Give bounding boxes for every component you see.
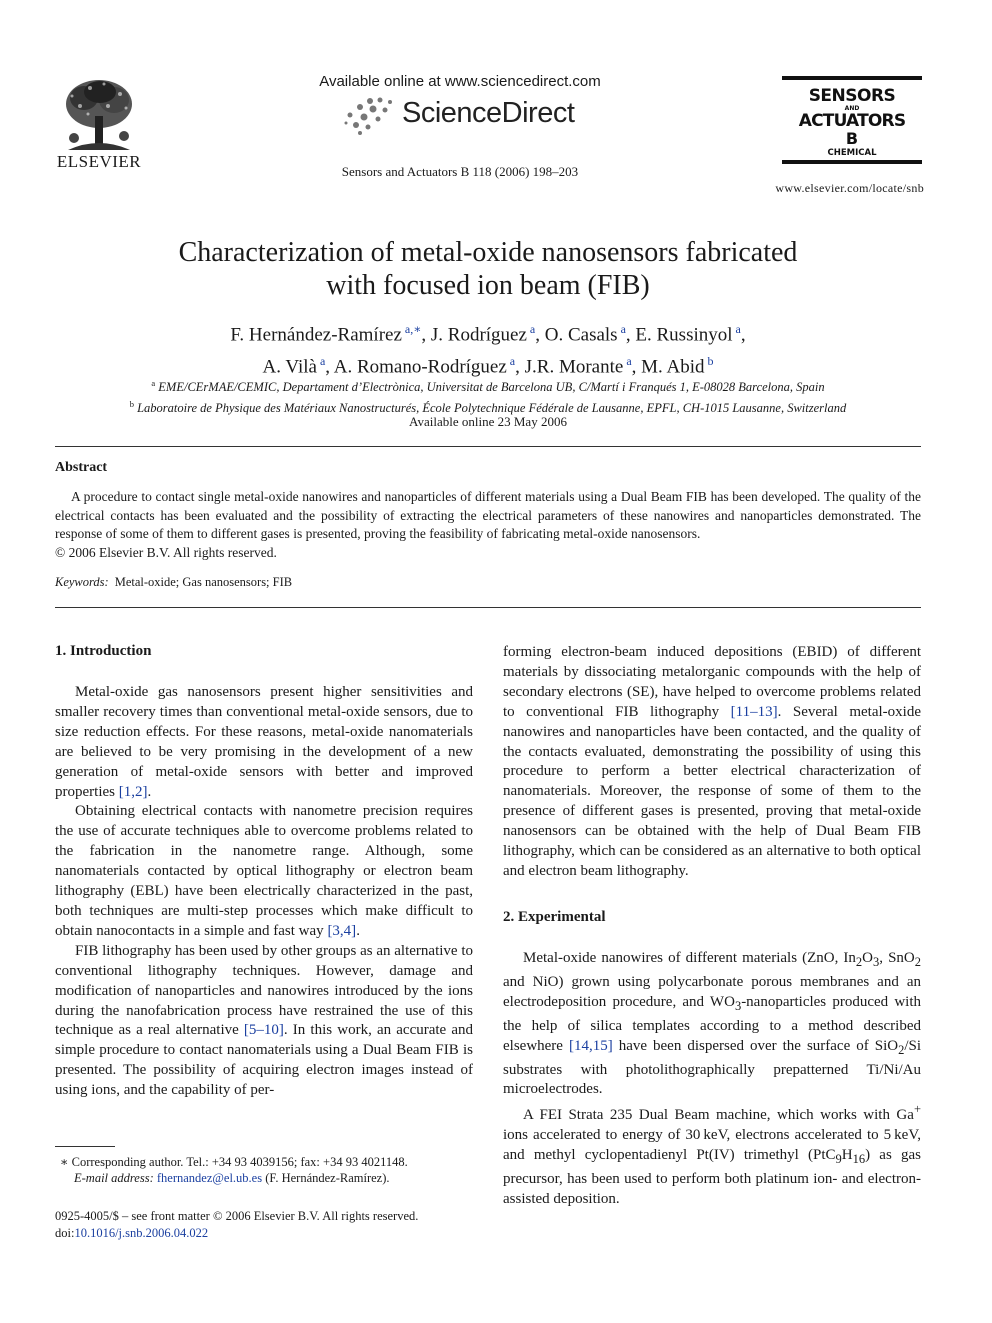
- author-separator: ,: [421, 324, 431, 346]
- affiliation-a: [60, 375, 916, 396]
- citation-link[interactable]: [1,2]: [118, 783, 148, 800]
- author-separator: ,: [535, 324, 545, 346]
- divider-top: [55, 446, 921, 447]
- affiliation-b-mark: b: [129, 399, 134, 410]
- journal-url[interactable]: www.elsevier.com/locate/snb: [775, 181, 924, 195]
- footnote-mark: ∗: [60, 1155, 69, 1169]
- subscript: 3: [734, 998, 742, 1013]
- elsevier-tree-icon: [60, 76, 138, 154]
- paragraph-text: FIB lithography has been used by other groups as an alternative to conventional lithography techniques. However, damage and modification of nanoparticles and nanowires introduced by the ions during the nanofabrication process have restrained the use of this technique as a real alternative: [55, 942, 473, 1039]
- author-name: A. Vilà: [262, 356, 317, 378]
- paragraph: Obtaining electrical contacts with nanometre precision requires the use of accurate techniques able to overcome problems related to the fabrication in the nanometre range. Although, some nanomaterials contacted by optical lithography or electron beam lithography (EBL) have been electrically characterized in the past, both techniques are multi-step processes which make difficult to obtain nanocontacts in a simple and fast way [3,4].: [55, 803, 473, 939]
- paragraph-text: . Several metal-oxide nanowires and nanoparticles have been contacted, and the quality of the contacts evaluated, demonstrating the possibility of using this procedure to perform a better electrical characterization of nanomaterials. Moreover, the response of some of them to the presence of different gases is presented, proving that metal-oxide nanosensors can be obtained with the help of Dual Beam FIB lithography, which can be considered as an alternative to both optical and electron beam lithography.: [503, 703, 921, 879]
- author-name: E. Russinyol: [635, 324, 733, 346]
- text-run: H: [841, 1147, 853, 1164]
- author-separator: ,: [631, 356, 642, 378]
- text-run: , SnO: [879, 950, 915, 966]
- footnote-rule: [55, 1146, 115, 1147]
- author-affil-mark[interactable]: a: [529, 322, 536, 336]
- footnote-line2: [60, 1170, 480, 1186]
- title-line1: Characterization of metal-oxide nanosensors fabricated: [178, 237, 798, 268]
- author-name: F. Hernández-Ramírez: [230, 324, 402, 346]
- keywords-label: Keywords:: [55, 575, 109, 589]
- text-run: and NiO) grown using polycarbonate porous membranes and an electrodeposition procedure, and WO: [503, 973, 921, 1010]
- sciencedirect-dots-icon: [340, 95, 400, 137]
- author-affil-mark[interactable]: a: [735, 322, 741, 336]
- experimental-text: [503, 949, 921, 1210]
- footnote-text: Corresponding author. Tel.: +34 93 4039156; fax: +34 93 4021148.: [68, 1155, 408, 1169]
- text-run: O: [862, 950, 873, 966]
- author-name: J.R. Morante: [524, 356, 624, 378]
- journal-reference: Sensors and Actuators B 118 (2006) 198–203: [341, 164, 579, 179]
- author-separator: ,: [625, 324, 636, 346]
- subscript: 3: [873, 955, 880, 969]
- subscript: 2: [855, 955, 863, 969]
- author-affil-mark[interactable]: a: [626, 354, 632, 369]
- author-affil-mark[interactable]: a: [509, 354, 516, 369]
- keywords: [55, 575, 292, 590]
- author-affil-mark[interactable]: a,∗: [404, 322, 422, 336]
- citation-link[interactable]: [11–13]: [730, 703, 778, 720]
- journal-logo-line3: ACTUATORS: [798, 111, 906, 131]
- email-label: E-mail address:: [74, 1171, 154, 1185]
- journal-logo-line5: CHEMICAL: [827, 148, 877, 158]
- affiliation-a-mark: a: [151, 378, 156, 388]
- divider-bottom: [55, 607, 921, 608]
- publisher-name: ELSEVIER: [56, 152, 142, 171]
- abstract-heading: Abstract: [55, 460, 108, 475]
- paragraph-text: Obtaining electrical contacts with nanometre precision requires the use of accurate techniques able to overcome problems related to the fabrication in the nanometre range. Although, some nanomaterials contacted by optical lithography or electron beam lithography (EBL) have been electrically characterized in the past, both techniques are multi-step processes which make difficult to obtain nanocontacts in a simple and fast way: [55, 803, 473, 939]
- right-column: [503, 643, 921, 882]
- doi-label: doi:: [55, 1226, 75, 1240]
- journal-logo-line1: SENSORS: [808, 86, 896, 106]
- author-affil-mark[interactable]: a: [620, 322, 626, 336]
- author-separator: ,: [515, 356, 525, 378]
- author-affil-mark[interactable]: a: [319, 354, 326, 369]
- issn-line: 0925-4005/$ – see front matter © 2006 Elsevier B.V. All rights reserved.: [55, 1209, 419, 1223]
- paragraph-text: . In this work, an accurate and simple procedure to contact nanomaterials using a Dual Beam FIB is presented. The possibility of acquiring electron images instead of using ions, and the capability of per-: [55, 1022, 473, 1099]
- subscript: 9: [835, 1152, 842, 1167]
- email-link[interactable]: fhernandez@el.ub.es: [156, 1171, 263, 1185]
- subscript: 16: [852, 1152, 866, 1167]
- paragraph: [55, 942, 473, 1101]
- text-run: ions accelerated to energy of 30 keV, electrons accelerated to 5 keV, and methyl cyclopentadienyl Pt(IV) trimethyl (PtC: [503, 1127, 921, 1164]
- journal-logo-line2: AND: [844, 105, 860, 112]
- paragraph-text: forming electron-beam induced depositions (EBID) of different materials by dissociating metalorganic compounds with the help of secondary electrons (SE), have helped to overcome problems related to conventional FIB lithography: [503, 644, 921, 720]
- text-run: -nanoparticles produced with the help of silica templates according to a method described elsewhere: [503, 993, 921, 1054]
- keywords-list: Metal-oxide; Gas nanosensors; FIB: [114, 575, 293, 589]
- paragraph: [503, 1100, 921, 1210]
- left-column: [55, 683, 473, 1101]
- author-name: O. Casals: [544, 324, 618, 346]
- journal-logo-line4: B: [845, 129, 859, 148]
- paragraph: [503, 643, 921, 882]
- section-heading-experimental: 2. Experimental: [503, 909, 606, 925]
- doi-link[interactable]: 10.1016/j.snb.2006.04.022: [74, 1226, 209, 1240]
- authors-line1: [60, 316, 916, 348]
- affiliation-a-text: EME/CErMAE/CEMIC, Departament d’Electrònica, Universitat de Barcelona UB, C/Martí i Franqués 1, E-08028 Barcelona, Spain: [158, 380, 825, 395]
- elsevier-logo: [50, 76, 148, 176]
- author-separator: ,: [325, 356, 334, 378]
- affiliation-b-text: Laboratoire de Physique des Matériaux Nanostructurés, École Polytechnique Fédérale de Lausanne, EPFL, CH-1015 Lausanne, Switzerland: [137, 401, 847, 416]
- citation-link[interactable]: [3,4]: [327, 922, 357, 939]
- text-run: ) as gas precursor, has been used to perform both platinum ion- and electron-assisted deposition.: [503, 1147, 921, 1207]
- author-list: [60, 316, 916, 381]
- paragraph: Metal-oxide gas nanosensors present higher sensitivities and smaller recovery times than conventional metal-oxide sensors, due to size reduction effects. For these reasons, metal-oxide nanomaterials are believed to be very promising in the development of a new generation of metal-oxide sensors with better and improved properties [1,2].: [55, 684, 473, 800]
- journal-logo-icon: [778, 76, 922, 172]
- superscript: +: [913, 1102, 921, 1117]
- citation-link[interactable]: [14,15]: [568, 1037, 613, 1054]
- paragraph: [503, 949, 921, 1100]
- citation-link[interactable]: [5–10]: [243, 1022, 284, 1039]
- abstract-body: [55, 488, 921, 562]
- abstract-text: A procedure to contact single metal-oxide nanowires and nanoparticles of different materials using a Dual Beam FIB has been developed. The quality of the electrical contacts has been evaluated and the possibility of extracting the electrical parameters of these nanowires and nanoparticles demonstrated. The response of some of them to different gases is presented, proving the feasibility of fabricating metal-oxide nanosensors.: [55, 489, 921, 541]
- author-name: J. Rodríguez: [430, 324, 527, 346]
- text-run: A FEI Strata 235 Dual Beam machine, which works with Ga: [523, 1107, 914, 1124]
- section-heading-introduction: 1. Introduction: [55, 643, 152, 659]
- issn-block: [55, 1208, 418, 1242]
- email-owner: (F. Hernández-Ramírez).: [262, 1171, 390, 1185]
- author-separator: ,: [740, 324, 746, 346]
- sciencedirect-logo: [340, 95, 600, 137]
- affiliations: [60, 375, 916, 417]
- text-run: Metal-oxide nanowires of different materials (ZnO, In: [523, 950, 856, 966]
- author-name: A. Romano-Rodríguez: [333, 356, 507, 378]
- abstract-copyright: © 2006 Elsevier B.V. All rights reserved.: [55, 544, 277, 560]
- available-date: Available online 23 May 2006: [409, 414, 567, 429]
- paragraph-text: Metal-oxide gas nanosensors present higher sensitivities and smaller recovery times than conventional metal-oxide sensors, due to size reduction effects. For these reasons, metal-oxide nanomaterials are believed to be very promising in the development of a new generation of metal-oxide sensors with better and improved properties: [55, 684, 473, 800]
- text-run: have been dispersed over the surface of SiO: [612, 1037, 899, 1054]
- author-name: M. Abid: [641, 356, 705, 378]
- subscript: 2: [914, 955, 921, 969]
- doi-line: [55, 1225, 418, 1242]
- sciencedirect-wordmark: ScienceDirect: [402, 97, 575, 129]
- subscript: 2: [898, 1042, 905, 1057]
- footnote-line1: [60, 1154, 480, 1170]
- title-line2: with focused ion beam (FIB): [326, 270, 650, 301]
- available-online-text: Available online at www.sciencedirect.com: [319, 73, 601, 90]
- author-affil-mark[interactable]: b: [707, 354, 714, 369]
- corresponding-author-footnote: [60, 1154, 480, 1186]
- text-run: /Si substrates with photolithographically prepatterned Ti/Ni/Au microelectrodes.: [503, 1037, 922, 1098]
- article-title: [60, 236, 916, 302]
